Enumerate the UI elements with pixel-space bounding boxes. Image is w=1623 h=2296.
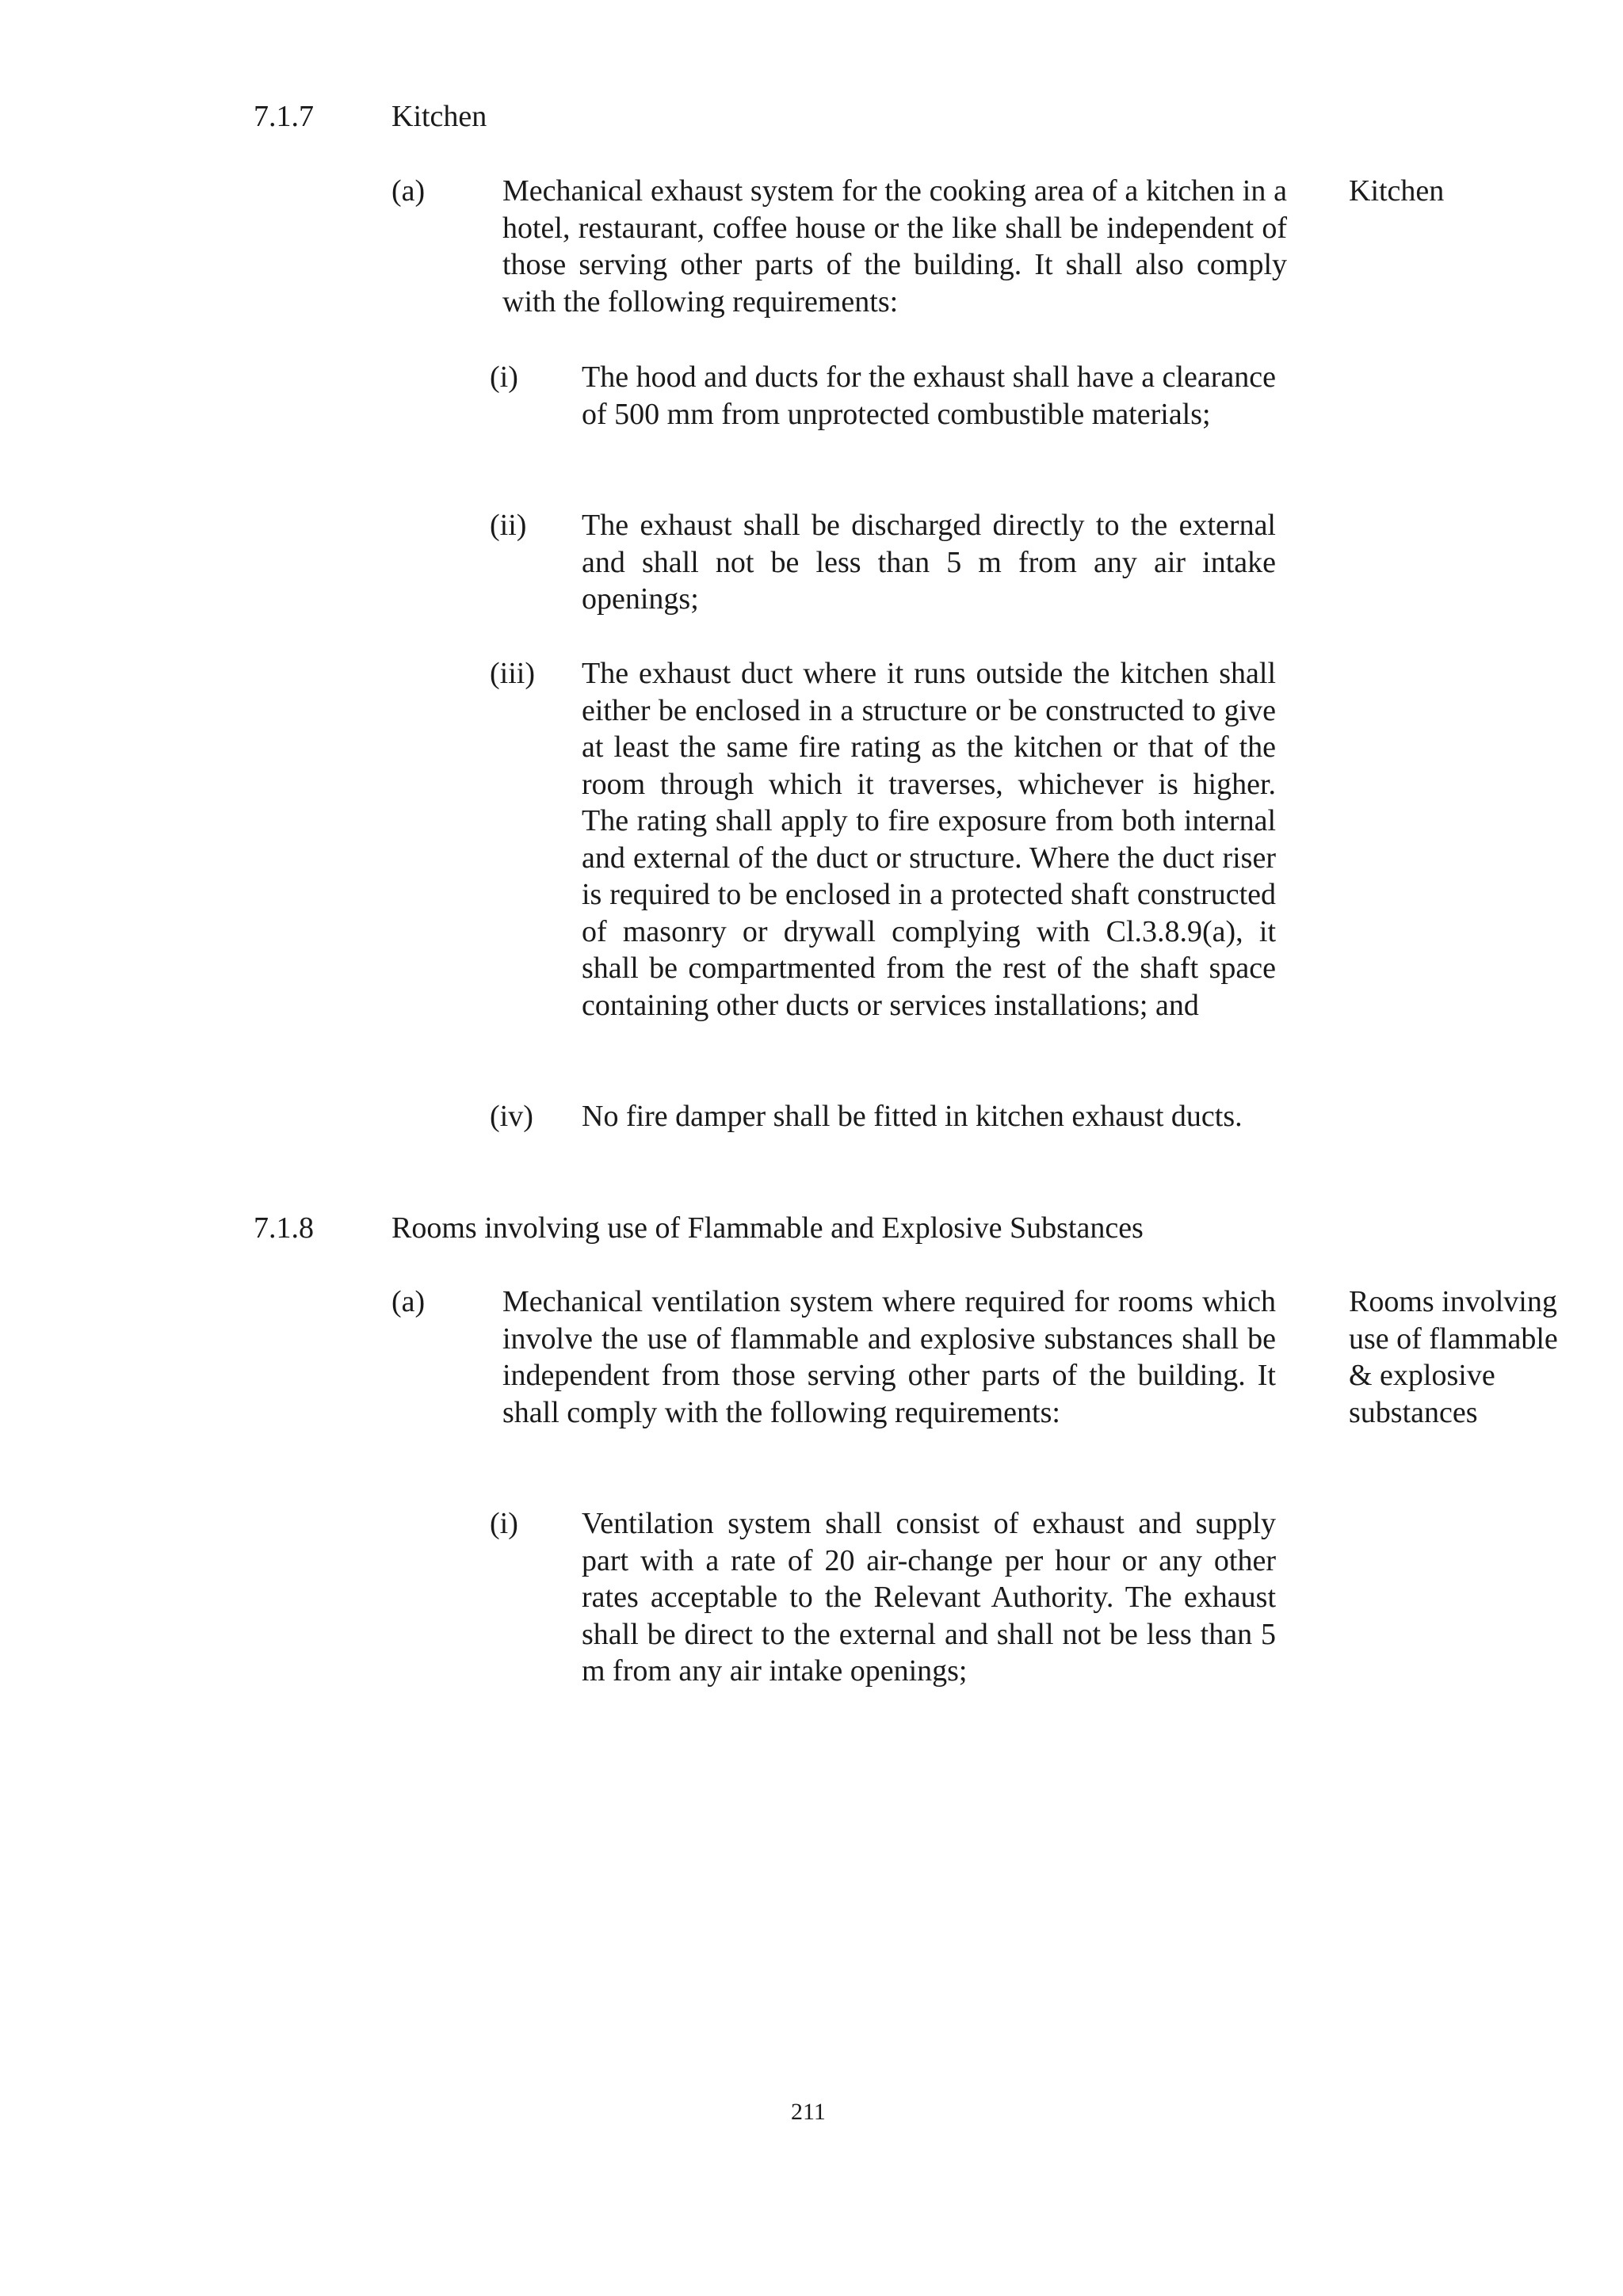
margin-note-kitchen: Kitchen: [1349, 174, 1445, 208]
clause-label: (a): [391, 174, 426, 208]
page-number: 211: [791, 2099, 826, 2125]
item-label: (ii): [490, 509, 527, 542]
section-title-kitchen: Kitchen: [391, 100, 487, 133]
item-text: The hood and ducts for the exhaust shall have a clearance of 500 mm from unprotected combustible materials;: [582, 360, 1276, 431]
item-label: (iv): [490, 1100, 533, 1133]
section-title-flammable-rooms: Rooms involving use of Flammable and Explosive Substances: [391, 1211, 1144, 1245]
item-text: Ventilation system shall consist of exhaust and supply part with a rate of 20 air-change per hour or any other rates acceptable to the Relevant Authority. The exhaust shall be direct to the external and shall not be less than 5 m from any air intake openings;: [582, 1507, 1276, 1688]
section-number-7-1-7: 7.1.7: [254, 100, 314, 133]
clause-text: Mechanical exhaust system for the cooking area of a kitchen in a hotel, restaurant, coffee house or the like shall be independent of those serving other parts of the building. It shall also comply with the following requirements:: [502, 174, 1287, 318]
item-label: (iii): [490, 657, 535, 690]
margin-note-flammable-rooms: Rooms involving use of flammable & explosive substances: [1349, 1285, 1558, 1429]
item-text: No fire damper shall be fitted in kitchen exhaust ducts.: [582, 1100, 1243, 1133]
section-number-7-1-8: 7.1.8: [254, 1211, 314, 1245]
item-label: (i): [490, 360, 518, 394]
item-label: (i): [490, 1507, 518, 1540]
clause-text: Mechanical ventilation system where required for rooms which involve the use of flammable and explosive substances shall be independent from those serving other parts of the building. It shall comply with the following requirements:: [502, 1285, 1276, 1429]
item-text: The exhaust duct where it runs outside the kitchen shall either be enclosed in a structure or be constructed to give at least the same fire rating as the kitchen or that of the room through which it traverses, whichever is higher. The rating shall apply to fire exposure from both internal and external of the duct or structure. Where the duct riser is required to be enclosed in a protected shaft constructed of masonry or drywall complying with Cl.3.8.9(a), it shall be compartmented from the rest of the shaft space containing other ducts or services installations; and: [582, 657, 1276, 1022]
item-text: The exhaust shall be discharged directly to the external and shall not be less than 5 m from any air intake openings;: [582, 509, 1276, 616]
clause-label: (a): [391, 1285, 426, 1318]
